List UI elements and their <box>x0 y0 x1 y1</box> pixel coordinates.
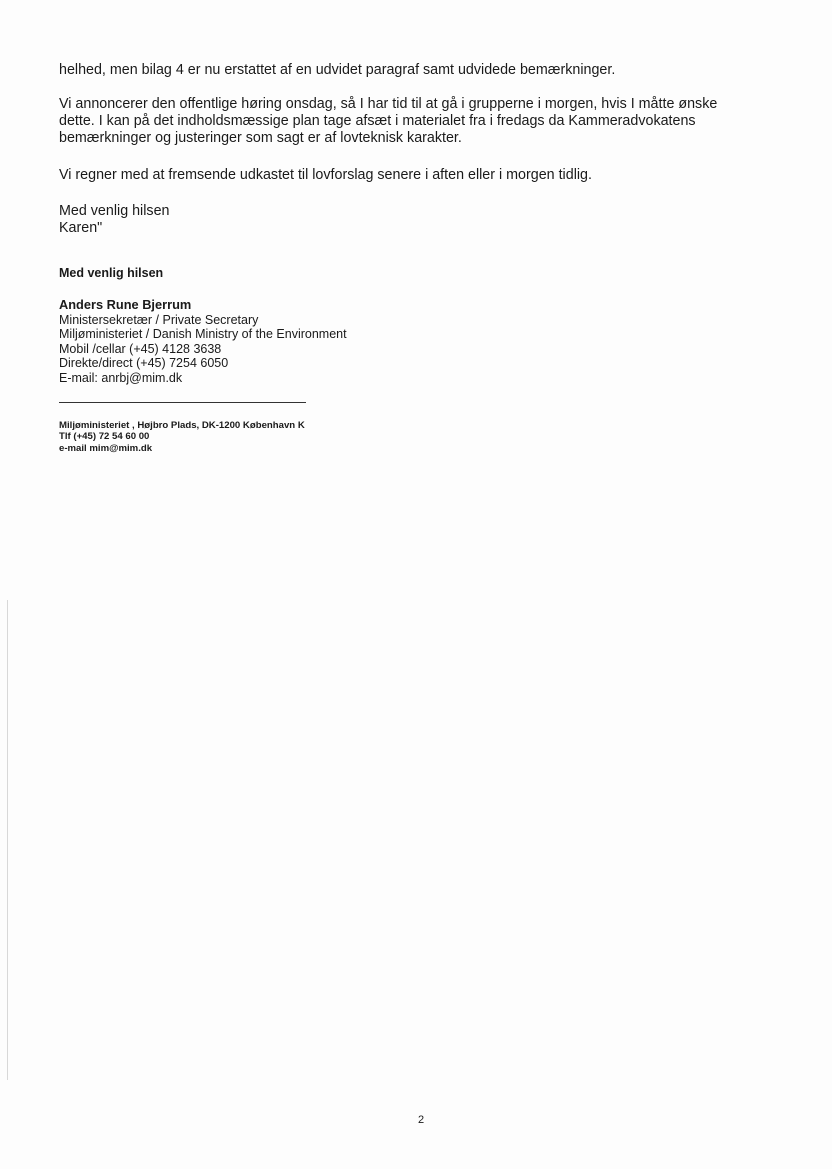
signature-email: E-mail: anrbj@mim.dk <box>59 370 183 385</box>
signature-ministry: Miljøministeriet / Danish Ministry of the Environment <box>59 327 347 342</box>
signature-mobile: Mobil /cellar (+45) 4128 3638 <box>59 341 222 356</box>
paragraph-1: helhed, men bilag 4 er nu erstattet af en udvidet paragraf samt udvidede bemærkninger. <box>59 62 616 78</box>
paragraph-3: Vi regner med at fremsende udkastet til lovforslag senere i aften eller i morgen tidlig. <box>59 167 592 183</box>
signature-divider <box>59 402 306 403</box>
quoted-closing: Med venlig hilsen Karen" <box>59 203 170 236</box>
signature-name: Anders Rune Bjerrum <box>59 297 192 312</box>
signature-title: Ministersekretær / Private Secretary <box>59 312 259 327</box>
signature-direct: Direkte/direct (+45) 7254 6050 <box>59 356 229 371</box>
scan-edge-line <box>7 600 8 1080</box>
footer-phone: Tlf (+45) 72 54 60 00 <box>59 431 150 443</box>
signature-block <box>59 298 347 386</box>
footer-email: e-mail mim@mim.dk <box>59 442 153 454</box>
paragraph-2: Vi annoncerer den offentlige høring onsdag, så I har tid til at gå i grupperne i morgen, hvis I måtte ønske dette. I kan på det indholdsmæssige plan tage afsæt i materialet fra i fredags da Kammeradvokatens bemærkninger og justeringer som sagt er af lovteknisk karakter. <box>59 96 718 146</box>
footer-address: Miljøministeriet , Højbro Plads, DK-1200 København K <box>59 420 305 431</box>
ministry-footer <box>59 420 305 454</box>
signature-greeting: Med venlig hilsen <box>59 266 164 280</box>
page-number: 2 <box>418 1114 425 1126</box>
